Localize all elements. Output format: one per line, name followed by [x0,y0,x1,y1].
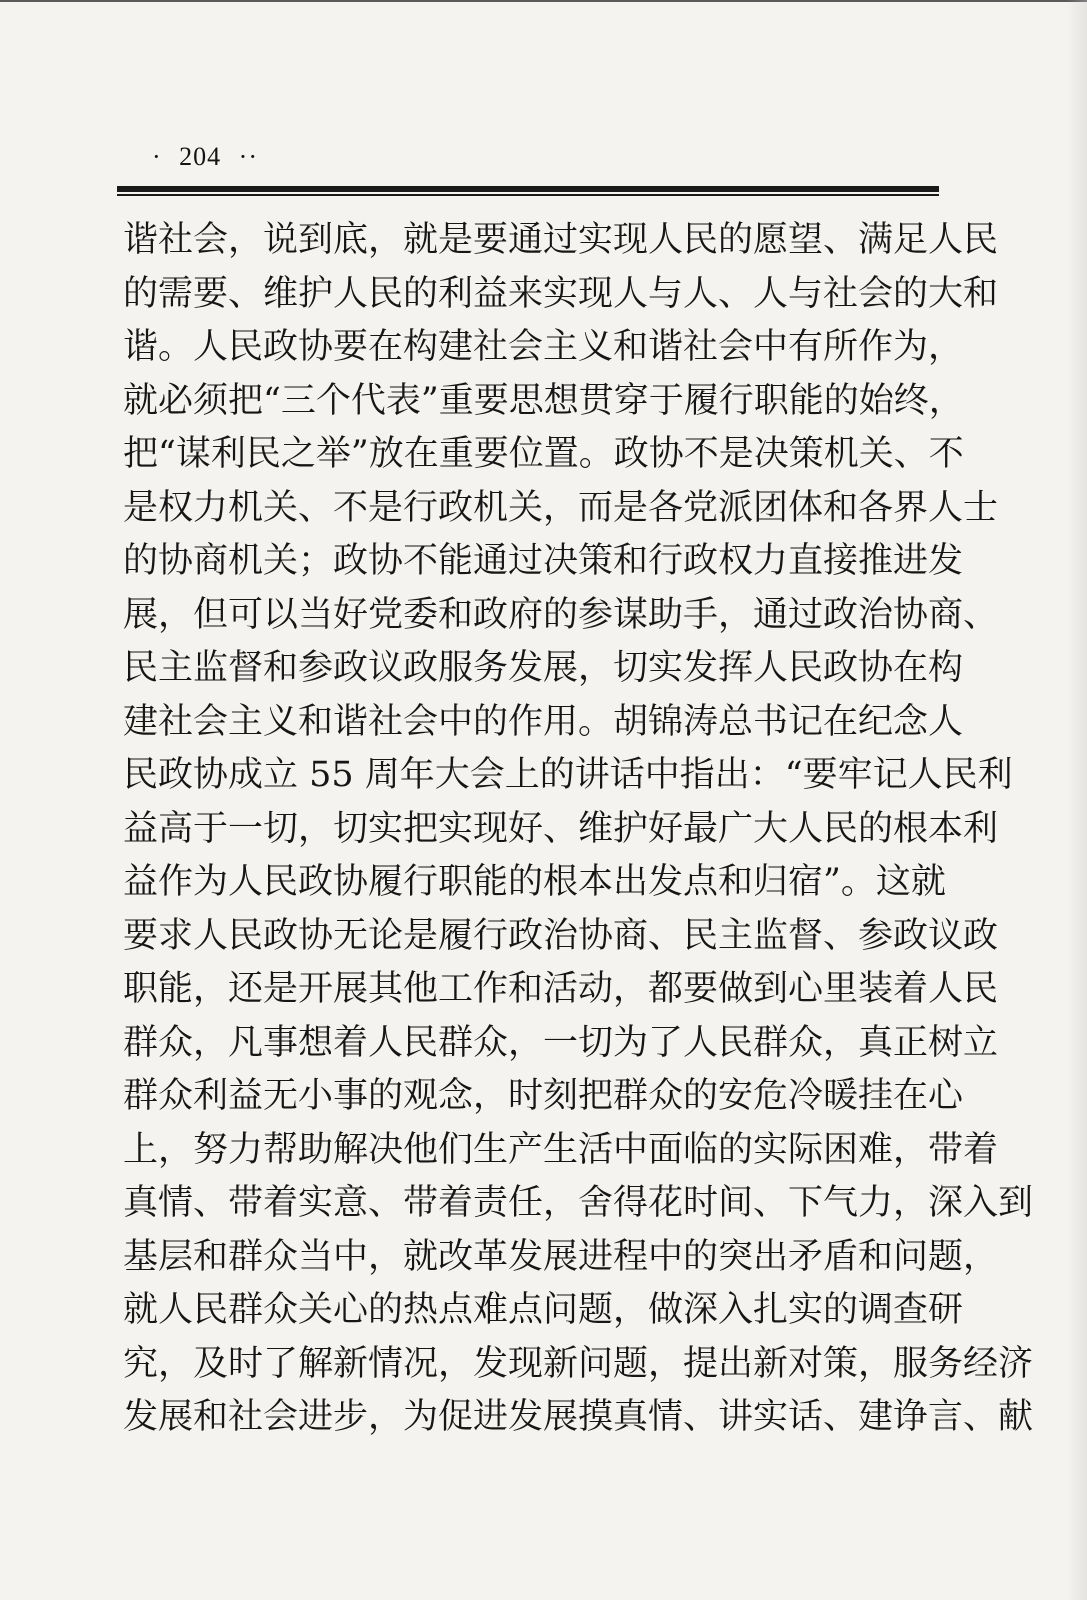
scan-top-border [0,0,1087,2]
text-line: 职能，还是开展其他工作和活动，都要做到心里装着人民 [123,969,999,1009]
text-line: 真情、带着实意、带着责任，舍得花时间、下气力，深入到 [123,1183,1034,1223]
text-line: 群众利益无小事的观念，时刻把群众的安危冷暖挂在心 [123,1076,964,1116]
text-line: 的需要、维护人民的利益来实现人与人、人与社会的大和 [123,273,999,314]
text-line: 建社会主义和谐社会中的作用。胡锦涛总书记在纪念人 [123,701,964,742]
header-rule-thin [117,194,939,196]
scan-right-edge [1067,0,1087,1600]
text-line: 的协商机关；政协不能通过决策和行政权力直接推进发 [123,541,964,581]
text-line: 把“谋利民之举”放在重要位置。政协不是决策机关、不 [123,434,964,474]
page-header [142,142,268,172]
text-line: 益作为人民政协履行职能的根本出发点和归宿”。这就 [123,862,946,902]
text-line: 谐社会，说到底，就是要通过实现人民的愿望、满足人民 [123,220,999,260]
header-dot-left: · [152,142,162,171]
page-number: 204 [179,142,222,171]
text-line: 谐。人民政协要在构建社会主义和谐社会中有所作为， [123,327,964,367]
text-line: 就人民群众关心的热点难点问题，做深入扎实的调查研 [123,1290,964,1330]
header-rule-thick [117,186,939,192]
text-line: 发展和社会进步，为促进发展摸真情、讲实话、建诤言、献 [123,1397,1034,1437]
text-line: 群众，凡事想着人民群众，一切为了人民群众，真正树立 [123,1022,999,1063]
text-line: 究，及时了解新情况，发现新问题，提出新对策，服务经济 [123,1343,1034,1384]
text-line: 就必须把“三个代表”重要思想贯穿于履行职能的始终， [123,380,964,421]
text-line: 民政协成立 55 周年大会上的讲话中指出：“要牢记人民利 [123,755,1013,795]
text-line: 是权力机关、不是行政机关，而是各党派团体和各界人士 [123,487,999,528]
text-line: 展，但可以当好党委和政府的参谋助手，通过政治协商、 [123,594,999,635]
text-line: 上，努力帮助解决他们生产生活中面临的实际困难，带着 [123,1129,999,1170]
text-line: 要求人民政协无论是履行政治协商、民主监督、参政议政 [123,915,999,956]
text-line: 益高于一切，切实把实现好、维护好最广大人民的根本利 [123,808,999,849]
header-dot-right: ·· [238,142,258,171]
body-text [123,214,1034,1445]
text-line: 基层和群众当中，就改革发展进程中的突出矛盾和问题， [123,1236,999,1277]
text-line: 民主监督和参政议政服务发展，切实发挥人民政协在构 [123,648,964,688]
